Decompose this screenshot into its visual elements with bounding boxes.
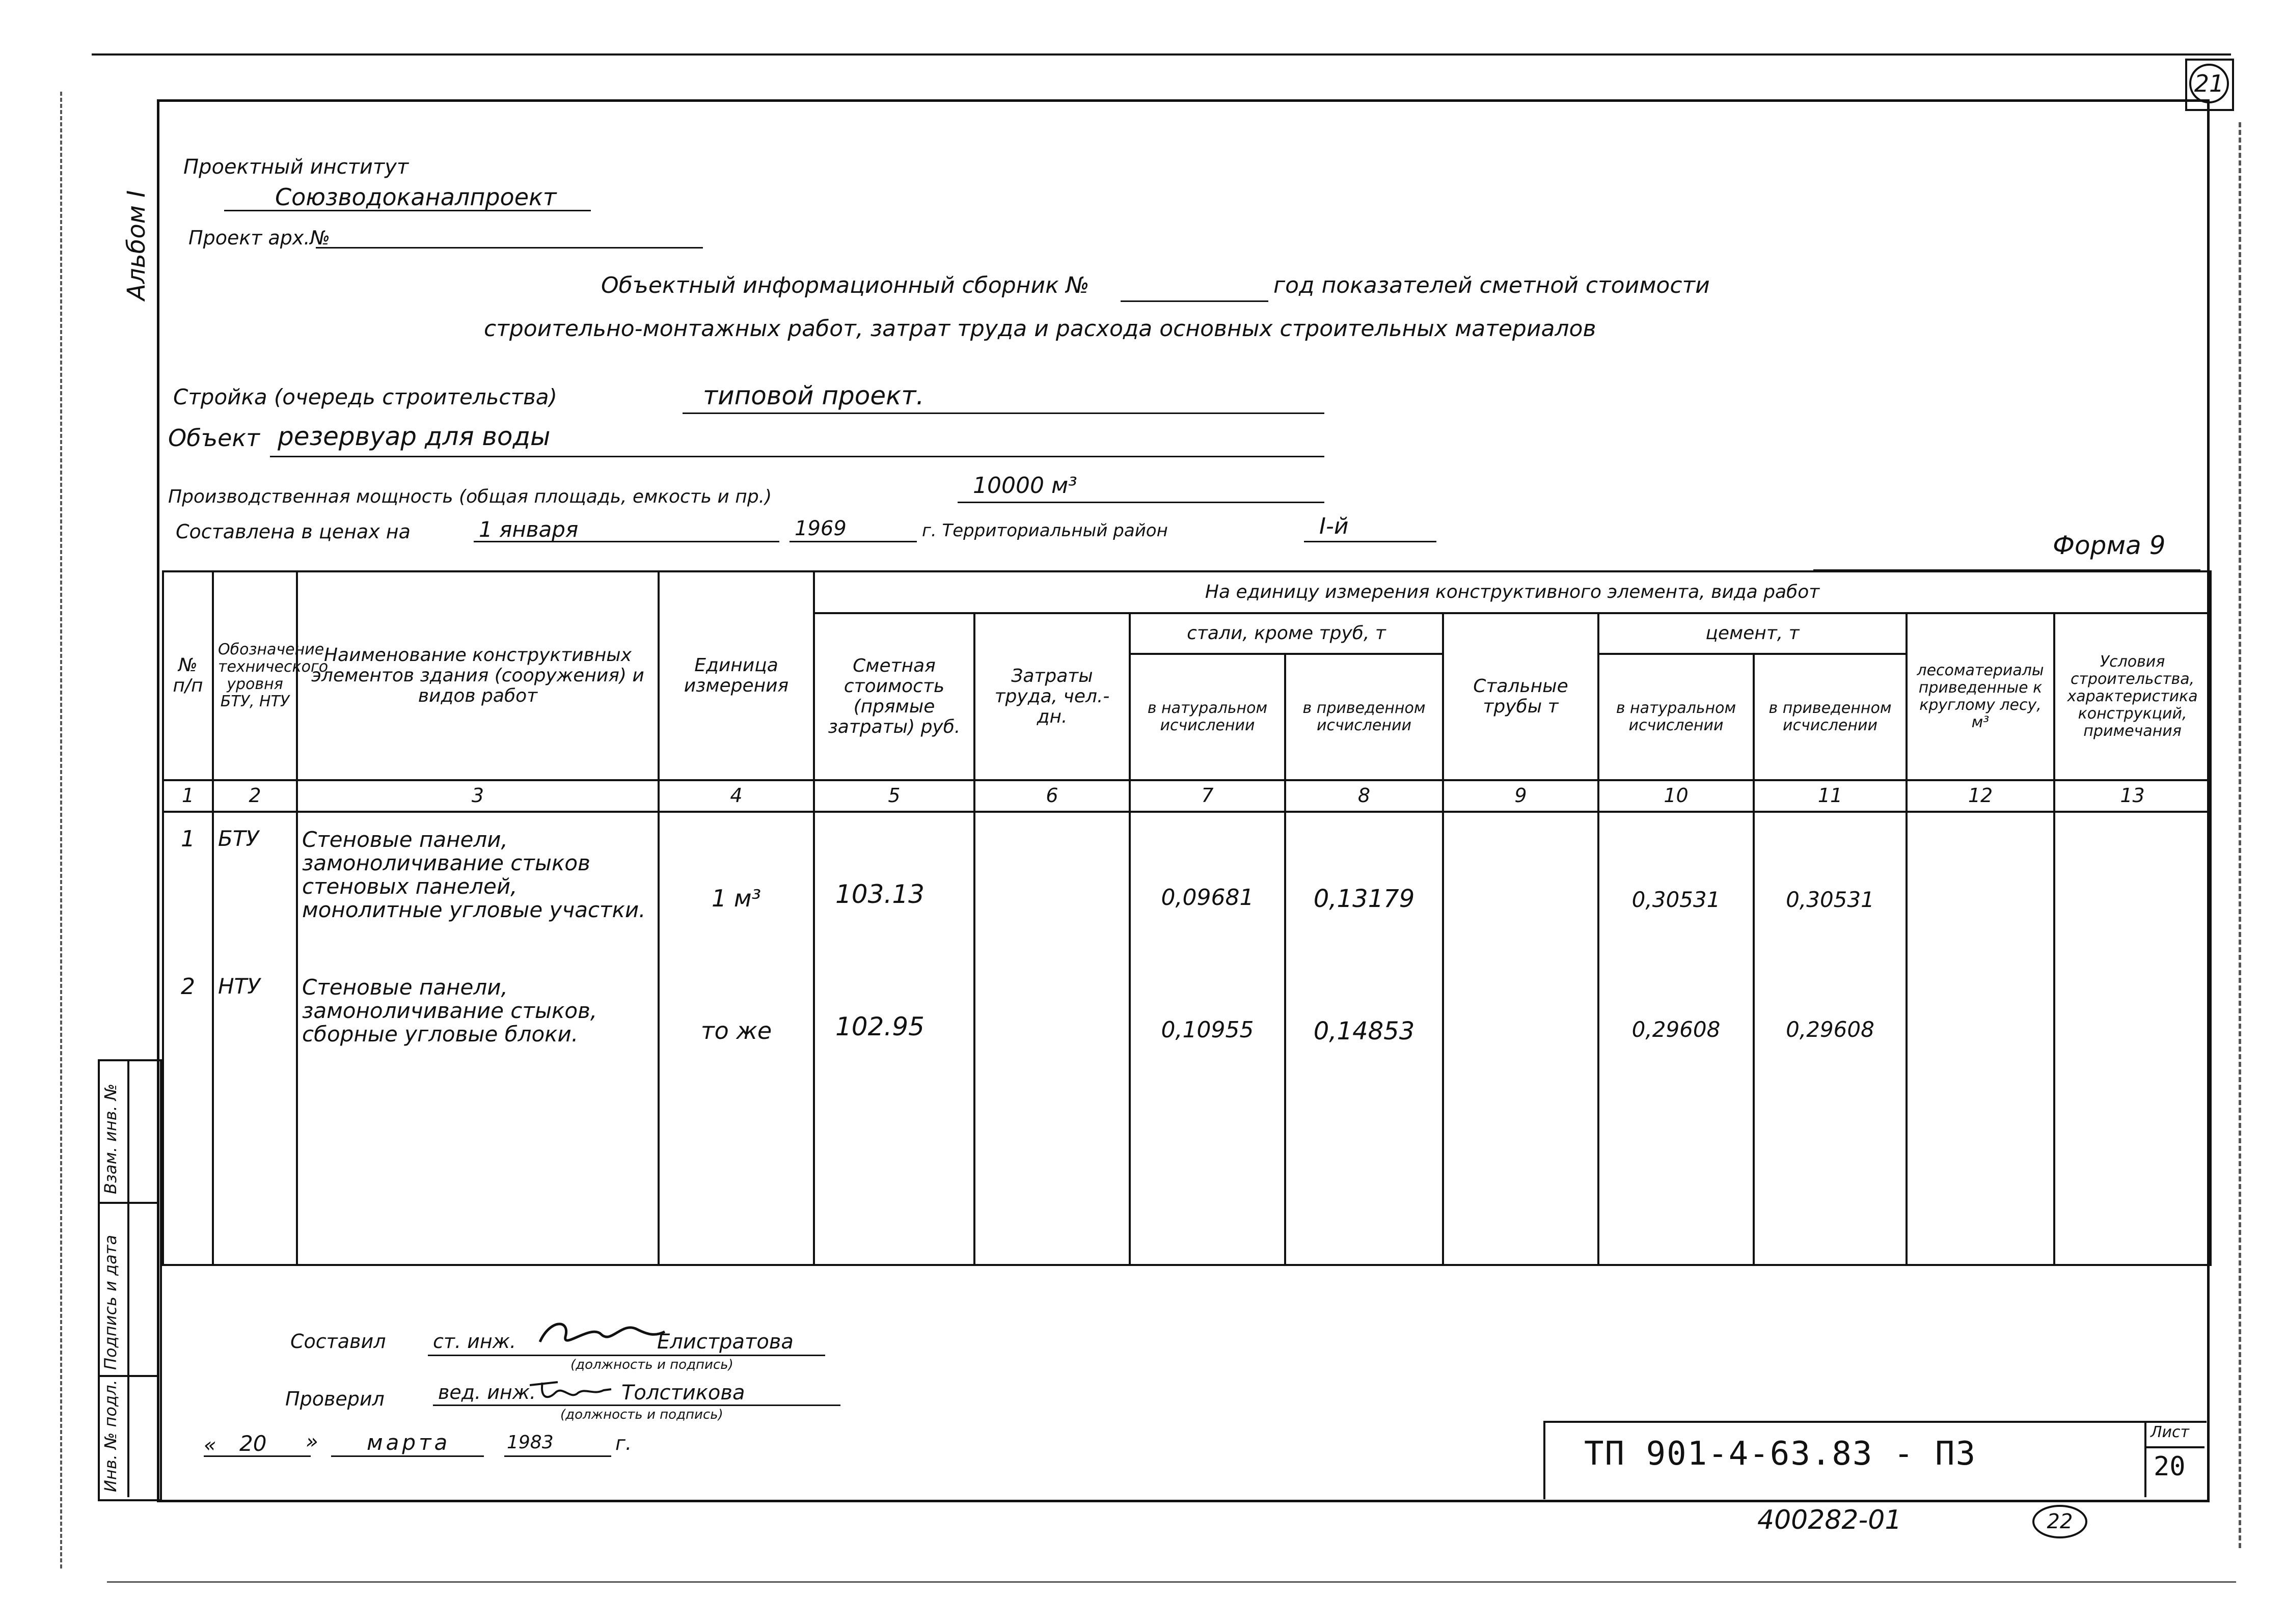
right-trim-dash <box>2239 122 2241 1548</box>
compiled-signature <box>535 1314 667 1355</box>
row1-n: 1 <box>181 826 195 852</box>
project-arch-underline <box>316 247 703 249</box>
form-label: Форма 9 <box>2053 531 2166 560</box>
prices-date-underline <box>474 541 779 542</box>
bottom-trim-line <box>107 1581 2236 1583</box>
title-line2: строительно-монтажных работ, затрат труда и расхода основных строительных материалов <box>484 316 1596 342</box>
row1-steel-natural: 0,09681 <box>1161 885 1254 911</box>
compiled-position: ст. инж. <box>433 1330 516 1353</box>
side-stamp-replace: Взам. инв. № <box>101 1083 120 1194</box>
capacity-value: 10000 м³ <box>973 473 1077 499</box>
date-suffix: г. <box>615 1432 632 1454</box>
compiled-underline <box>428 1355 825 1356</box>
album-label: Альбом I <box>122 190 151 300</box>
checked-name: Толстикова <box>621 1381 745 1405</box>
left-trim-dash <box>60 92 62 1568</box>
header-timber: лесоматериалы приведенные к круглому лесу, м³ <box>1907 613 2054 780</box>
date-open-quote: « <box>204 1434 216 1457</box>
title-line1-prefix: Объектный информационный сборник № <box>601 272 1090 298</box>
region-label: г. Территориальный район <box>922 520 1168 541</box>
header-conditions: Условия строительства, характеристика конструкций, примечания <box>2054 613 2211 780</box>
prices-date: 1 января <box>479 517 579 542</box>
row2-cement-natural: 0,29608 <box>1631 1017 1721 1042</box>
compiled-label: Составил <box>290 1330 386 1353</box>
stamp-sheet-value: 20 <box>2154 1451 2186 1482</box>
row1-steel-reduced: 0,13179 <box>1313 885 1415 913</box>
colnum-12: 12 <box>1907 780 2054 812</box>
row1-name: Стеновые панели, замоноличивание стыков стеновых панелей, монолитные угловые участки. <box>302 827 646 922</box>
header-steel-natural: в натуральном исчислении <box>1130 654 1285 780</box>
row1-cement-natural: 0,30531 <box>1631 887 1721 912</box>
date-close-quote: » <box>306 1430 318 1453</box>
checked-signature <box>527 1375 614 1406</box>
date-day-underline <box>204 1455 311 1457</box>
row2-designation: НТУ <box>218 974 260 999</box>
table-body-row <box>163 812 2211 1265</box>
indicators-table <box>162 570 2212 1266</box>
checked-underline <box>433 1405 840 1406</box>
checked-position: вед. инж. <box>438 1381 536 1403</box>
header-steel-reduced: в приведенном исчислении <box>1285 654 1443 780</box>
colnum-7: 7 <box>1130 780 1285 812</box>
checked-caption: (должность и подпись) <box>560 1407 723 1422</box>
date-year-underline <box>504 1455 611 1457</box>
header-steel-group: стали, кроме труб, т <box>1130 613 1443 654</box>
colnum-3: 3 <box>297 780 659 812</box>
stamp-sheet-hline <box>2145 1446 2205 1448</box>
title-number-underline <box>1121 300 1268 302</box>
top-trim-line <box>92 53 2231 56</box>
row1-cement-reduced: 0,30531 <box>1786 887 1874 912</box>
row2-cost: 102.95 <box>835 1012 924 1041</box>
row2-steel-natural: 0,10955 <box>1161 1017 1254 1043</box>
bottom-circle: 22 <box>2032 1505 2087 1538</box>
row2-name: Стеновые панели, замоноличивание стыков, сборные угловые блоки. <box>302 975 597 1047</box>
region-underline <box>1304 541 1436 542</box>
checked-label: Проверил <box>285 1388 385 1410</box>
date-day: 20 <box>239 1431 267 1456</box>
prices-year: 1969 <box>795 517 847 540</box>
header-group: На единицу измерения конструктивного элемента, вида работ <box>814 571 2211 613</box>
sheet-number-circle: 21 <box>2189 64 2229 103</box>
colnum-2: 2 <box>213 780 297 812</box>
prices-label: Составлена в ценах на <box>176 520 411 543</box>
colnum-11: 11 <box>1754 780 1907 812</box>
stroyka-label: Стройка (очередь строительства) <box>173 384 557 409</box>
row2-steel-reduced: 0,14853 <box>1313 1017 1415 1045</box>
institute-name-underline <box>224 210 591 211</box>
row1-designation: БТУ <box>218 826 259 851</box>
institute-name: Союзводоканалпроект <box>275 183 557 211</box>
colnum-6: 6 <box>974 780 1130 812</box>
bottom-code: 400282-01 <box>1757 1505 1902 1535</box>
colnum-13: 13 <box>2054 780 2211 812</box>
colnum-8: 8 <box>1285 780 1443 812</box>
side-stamp-divider-v <box>127 1059 129 1497</box>
colnum-10: 10 <box>1598 780 1754 812</box>
object-label: Объект <box>168 424 260 452</box>
header-labor: Затраты труда, чел.-дн. <box>974 613 1130 780</box>
header-steel-pipes: Стальные трубы т <box>1443 613 1598 780</box>
colnum-9: 9 <box>1443 780 1598 812</box>
compiled-caption: (должность и подпись) <box>570 1357 733 1372</box>
compiled-name: Елистратова <box>657 1330 794 1354</box>
row1-cost: 103.13 <box>835 879 924 909</box>
row2-unit: то же <box>700 1017 772 1044</box>
colnum-4: 4 <box>659 780 814 812</box>
stamp-sheet-label: Лист <box>2151 1423 2190 1441</box>
object-underline <box>270 456 1324 457</box>
row2-n: 2 <box>181 974 195 1000</box>
object-value: резервуар для воды <box>278 422 551 451</box>
colnum-5: 5 <box>814 780 974 812</box>
institute-label: Проектный институт <box>183 155 409 179</box>
header-cement-group: цемент, т <box>1598 613 1907 654</box>
header-cost: Сметная стоимость (прямые затраты) руб. <box>814 613 974 780</box>
stroyka-value: типовой проект. <box>703 381 924 410</box>
header-name: Наименование конструктивных элементов здания (сооружения) и видов работ <box>297 571 659 780</box>
side-stamp-sign-date: Подпись и дата <box>101 1234 120 1370</box>
capacity-underline <box>958 502 1324 503</box>
header-unit: Единица измерения <box>659 571 814 780</box>
header-cement-reduced: в приведенном исчислении <box>1754 654 1907 780</box>
title-line1-suffix: год показателей сметной стоимости <box>1273 272 1710 298</box>
colnum-1: 1 <box>163 780 213 812</box>
date-month: марта <box>367 1430 451 1455</box>
header-cement-natural: в натуральном исчислении <box>1598 654 1754 780</box>
stamp-sheet-divider <box>2144 1421 2146 1497</box>
side-stamp-divider-1 <box>98 1202 158 1204</box>
row2-cement-reduced: 0,29608 <box>1786 1017 1874 1042</box>
side-stamp-inv: Инв. № подл. <box>101 1380 120 1492</box>
prices-year-underline <box>790 541 917 542</box>
header-designation: Обозначение технического уровня БТУ, НТУ <box>213 571 297 780</box>
date-month-underline <box>331 1455 484 1457</box>
capacity-label: Производственная мощность (общая площадь, емкость и пр.) <box>168 486 772 507</box>
doc-code: ТП 901-4-63.83 - П3 <box>1584 1435 1977 1473</box>
side-stamp-divider-2 <box>98 1375 158 1377</box>
project-arch-label: Проект арх.№ <box>188 227 330 249</box>
header-n: № п/п <box>163 571 213 780</box>
row1-unit: 1 м³ <box>711 885 761 912</box>
date-year: 1983 <box>507 1432 554 1453</box>
region-value: I-й <box>1319 513 1349 539</box>
stroyka-underline <box>683 412 1324 414</box>
